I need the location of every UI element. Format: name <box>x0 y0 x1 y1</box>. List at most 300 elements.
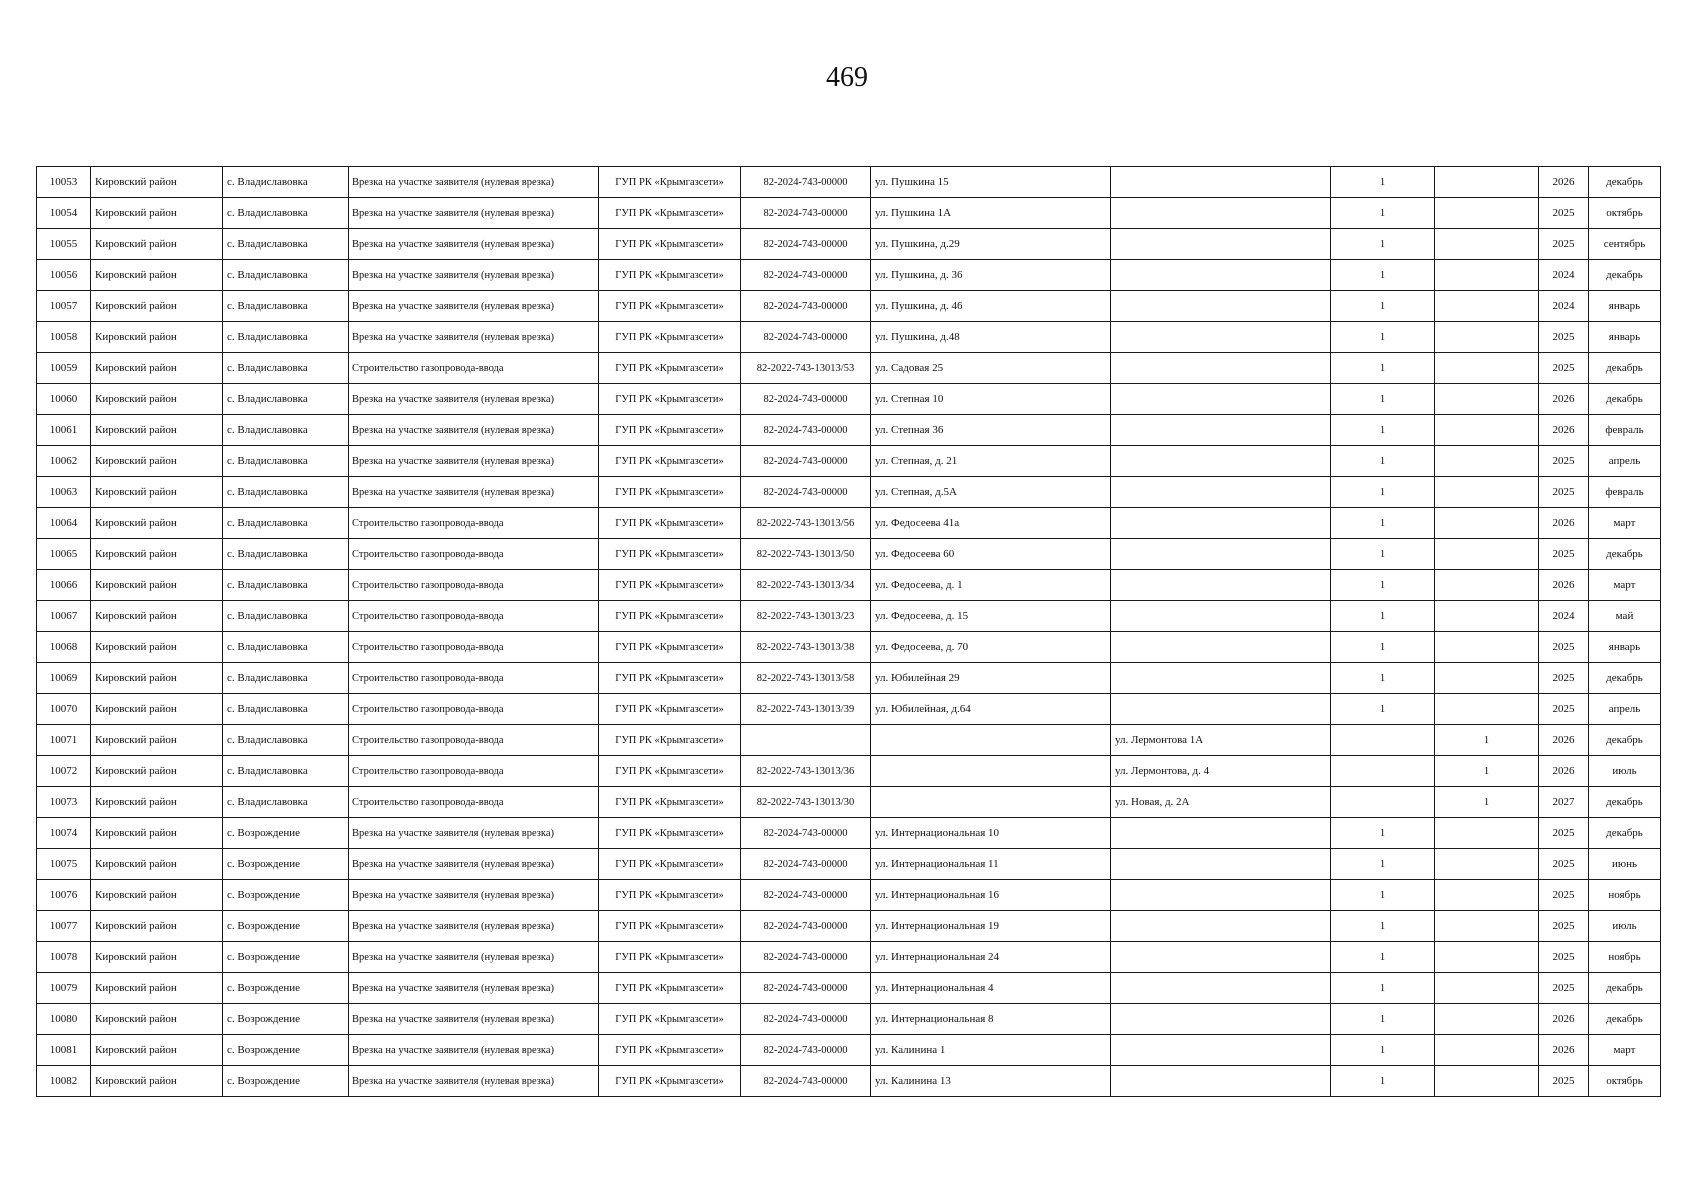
cell-work-type: Строительство газопровода-ввода <box>349 539 599 570</box>
cell-month: февраль <box>1589 415 1661 446</box>
cell-work-type: Врезка на участке заявителя (нулевая врезка) <box>349 384 599 415</box>
cell-settlement: с. Владиславовка <box>223 663 349 694</box>
cell-project-code: 82-2022-743-13013/36 <box>741 756 871 787</box>
cell-address-alt: ул. Лермонтова 1А <box>1111 725 1331 756</box>
cell-quantity-1 <box>1331 756 1435 787</box>
cell-organization: ГУП РК «Крымгазсети» <box>599 663 741 694</box>
cell-address-alt <box>1111 477 1331 508</box>
cell-address-alt <box>1111 229 1331 260</box>
cell-organization: ГУП РК «Крымгазсети» <box>599 1004 741 1035</box>
cell-address-alt <box>1111 260 1331 291</box>
cell-organization: ГУП РК «Крымгазсети» <box>599 508 741 539</box>
cell-district: Кировский район <box>91 198 223 229</box>
cell-organization: ГУП РК «Крымгазсети» <box>599 570 741 601</box>
cell-number: 10073 <box>37 787 91 818</box>
cell-settlement: с. Возрождение <box>223 911 349 942</box>
cell-quantity-2 <box>1435 446 1539 477</box>
cell-project-code: 82-2022-743-13013/56 <box>741 508 871 539</box>
cell-address-alt <box>1111 415 1331 446</box>
cell-quantity-1: 1 <box>1331 973 1435 1004</box>
cell-work-type: Врезка на участке заявителя (нулевая врезка) <box>349 1066 599 1097</box>
cell-address: ул. Садовая 25 <box>871 353 1111 384</box>
cell-address-alt <box>1111 291 1331 322</box>
table-row <box>37 787 1661 818</box>
cell-quantity-1: 1 <box>1331 632 1435 663</box>
cell-settlement: с. Владиславовка <box>223 198 349 229</box>
cell-work-type: Врезка на участке заявителя (нулевая врезка) <box>349 198 599 229</box>
cell-settlement: с. Возрождение <box>223 1004 349 1035</box>
cell-project-code: 82-2024-743-00000 <box>741 322 871 353</box>
cell-organization: ГУП РК «Крымгазсети» <box>599 229 741 260</box>
cell-quantity-2 <box>1435 415 1539 446</box>
cell-settlement: с. Владиславовка <box>223 570 349 601</box>
table-row <box>37 911 1661 942</box>
cell-number: 10056 <box>37 260 91 291</box>
cell-year: 2026 <box>1539 167 1589 198</box>
cell-quantity-1 <box>1331 725 1435 756</box>
cell-project-code: 82-2024-743-00000 <box>741 942 871 973</box>
cell-address-alt <box>1111 973 1331 1004</box>
cell-address: ул. Интернациональная 19 <box>871 911 1111 942</box>
cell-quantity-1: 1 <box>1331 198 1435 229</box>
table-row <box>37 849 1661 880</box>
cell-project-code: 82-2024-743-00000 <box>741 167 871 198</box>
cell-number: 10080 <box>37 1004 91 1035</box>
cell-organization: ГУП РК «Крымгазсети» <box>599 1035 741 1066</box>
cell-number: 10055 <box>37 229 91 260</box>
cell-project-code <box>741 725 871 756</box>
cell-quantity-2 <box>1435 477 1539 508</box>
cell-address-alt <box>1111 663 1331 694</box>
cell-district: Кировский район <box>91 601 223 632</box>
table-row <box>37 539 1661 570</box>
cell-number: 10057 <box>37 291 91 322</box>
cell-address: ул. Степная 36 <box>871 415 1111 446</box>
cell-address <box>871 787 1111 818</box>
cell-address: ул. Интернациональная 4 <box>871 973 1111 1004</box>
cell-month: октябрь <box>1589 198 1661 229</box>
cell-address: ул. Интернациональная 16 <box>871 880 1111 911</box>
cell-project-code: 82-2024-743-00000 <box>741 198 871 229</box>
cell-settlement: с. Владиславовка <box>223 353 349 384</box>
cell-year: 2025 <box>1539 849 1589 880</box>
cell-year: 2026 <box>1539 1004 1589 1035</box>
cell-address: ул. Юбилейная, д.64 <box>871 694 1111 725</box>
cell-settlement: с. Владиславовка <box>223 756 349 787</box>
table-row <box>37 229 1661 260</box>
cell-organization: ГУП РК «Крымгазсети» <box>599 694 741 725</box>
cell-quantity-1: 1 <box>1331 384 1435 415</box>
cell-work-type: Врезка на участке заявителя (нулевая врезка) <box>349 477 599 508</box>
cell-work-type: Врезка на участке заявителя (нулевая врезка) <box>349 446 599 477</box>
cell-address: ул. Пушкина, д. 46 <box>871 291 1111 322</box>
cell-quantity-2 <box>1435 973 1539 1004</box>
cell-number: 10075 <box>37 849 91 880</box>
cell-quantity-1: 1 <box>1331 942 1435 973</box>
cell-settlement: с. Возрождение <box>223 973 349 1004</box>
table-row <box>37 260 1661 291</box>
cell-settlement: с. Владиславовка <box>223 787 349 818</box>
cell-number: 10074 <box>37 818 91 849</box>
cell-year: 2025 <box>1539 477 1589 508</box>
cell-settlement: с. Владиславовка <box>223 508 349 539</box>
cell-number: 10067 <box>37 601 91 632</box>
cell-year: 2027 <box>1539 787 1589 818</box>
cell-month: декабрь <box>1589 818 1661 849</box>
cell-number: 10069 <box>37 663 91 694</box>
cell-address-alt: ул. Новая, д. 2А <box>1111 787 1331 818</box>
cell-address: ул. Калинина 13 <box>871 1066 1111 1097</box>
cell-month: январь <box>1589 291 1661 322</box>
cell-address-alt <box>1111 849 1331 880</box>
cell-quantity-1: 1 <box>1331 663 1435 694</box>
cell-number: 10079 <box>37 973 91 1004</box>
cell-district: Кировский район <box>91 167 223 198</box>
cell-quantity-2 <box>1435 1066 1539 1097</box>
cell-month: декабрь <box>1589 260 1661 291</box>
cell-organization: ГУП РК «Крымгазсети» <box>599 818 741 849</box>
cell-quantity-1: 1 <box>1331 570 1435 601</box>
cell-address-alt <box>1111 539 1331 570</box>
cell-quantity-2 <box>1435 508 1539 539</box>
cell-month: декабрь <box>1589 167 1661 198</box>
cell-settlement: с. Владиславовка <box>223 539 349 570</box>
cell-project-code: 82-2022-743-13013/38 <box>741 632 871 663</box>
cell-address-alt <box>1111 570 1331 601</box>
cell-month: июль <box>1589 756 1661 787</box>
cell-settlement: с. Владиславовка <box>223 229 349 260</box>
cell-number: 10053 <box>37 167 91 198</box>
cell-work-type: Строительство газопровода-ввода <box>349 353 599 384</box>
cell-settlement: с. Владиславовка <box>223 415 349 446</box>
cell-settlement: с. Владиславовка <box>223 446 349 477</box>
cell-organization: ГУП РК «Крымгазсети» <box>599 198 741 229</box>
cell-quantity-1: 1 <box>1331 911 1435 942</box>
cell-address-alt <box>1111 694 1331 725</box>
cell-organization: ГУП РК «Крымгазсети» <box>599 632 741 663</box>
table-row <box>37 415 1661 446</box>
cell-number: 10078 <box>37 942 91 973</box>
cell-district: Кировский район <box>91 725 223 756</box>
cell-district: Кировский район <box>91 973 223 1004</box>
cell-number: 10061 <box>37 415 91 446</box>
cell-address: ул. Степная, д. 21 <box>871 446 1111 477</box>
cell-quantity-2 <box>1435 880 1539 911</box>
table-row <box>37 663 1661 694</box>
cell-quantity-1: 1 <box>1331 1066 1435 1097</box>
cell-work-type: Строительство газопровода-ввода <box>349 632 599 663</box>
cell-address-alt <box>1111 880 1331 911</box>
cell-project-code: 82-2024-743-00000 <box>741 880 871 911</box>
cell-year: 2025 <box>1539 973 1589 1004</box>
cell-project-code: 82-2024-743-00000 <box>741 1004 871 1035</box>
cell-quantity-2 <box>1435 911 1539 942</box>
cell-address-alt: ул. Лермонтова, д. 4 <box>1111 756 1331 787</box>
table-row <box>37 198 1661 229</box>
cell-year: 2026 <box>1539 1035 1589 1066</box>
table-row <box>37 818 1661 849</box>
cell-project-code: 82-2022-743-13013/58 <box>741 663 871 694</box>
cell-settlement: с. Владиславовка <box>223 260 349 291</box>
cell-address-alt <box>1111 384 1331 415</box>
cell-quantity-2 <box>1435 198 1539 229</box>
page-number: 469 <box>826 62 868 93</box>
cell-number: 10054 <box>37 198 91 229</box>
cell-project-code: 82-2024-743-00000 <box>741 260 871 291</box>
cell-address-alt <box>1111 942 1331 973</box>
table-row <box>37 1066 1661 1097</box>
cell-address-alt <box>1111 818 1331 849</box>
cell-organization: ГУП РК «Крымгазсети» <box>599 1066 741 1097</box>
cell-settlement: с. Возрождение <box>223 1066 349 1097</box>
cell-work-type: Врезка на участке заявителя (нулевая врезка) <box>349 942 599 973</box>
cell-project-code: 82-2022-743-13013/50 <box>741 539 871 570</box>
cell-district: Кировский район <box>91 384 223 415</box>
cell-district: Кировский район <box>91 849 223 880</box>
cell-settlement: с. Возрождение <box>223 942 349 973</box>
cell-address: ул. Интернациональная 10 <box>871 818 1111 849</box>
cell-project-code: 82-2024-743-00000 <box>741 446 871 477</box>
cell-district: Кировский район <box>91 322 223 353</box>
cell-quantity-2 <box>1435 942 1539 973</box>
cell-number: 10064 <box>37 508 91 539</box>
cell-month: декабрь <box>1589 973 1661 1004</box>
cell-settlement: с. Владиславовка <box>223 694 349 725</box>
cell-district: Кировский район <box>91 291 223 322</box>
cell-district: Кировский район <box>91 911 223 942</box>
cell-district: Кировский район <box>91 415 223 446</box>
cell-month: февраль <box>1589 477 1661 508</box>
cell-address: ул. Федосеева, д. 1 <box>871 570 1111 601</box>
cell-quantity-2 <box>1435 229 1539 260</box>
cell-year: 2025 <box>1539 446 1589 477</box>
cell-project-code: 82-2024-743-00000 <box>741 1066 871 1097</box>
cell-year: 2025 <box>1539 539 1589 570</box>
cell-organization: ГУП РК «Крымгазсети» <box>599 167 741 198</box>
cell-organization: ГУП РК «Крымгазсети» <box>599 942 741 973</box>
cell-work-type: Строительство газопровода-ввода <box>349 787 599 818</box>
cell-address-alt <box>1111 632 1331 663</box>
table-row <box>37 973 1661 1004</box>
cell-quantity-2 <box>1435 849 1539 880</box>
cell-year: 2025 <box>1539 694 1589 725</box>
table-row <box>37 384 1661 415</box>
cell-district: Кировский район <box>91 508 223 539</box>
cell-work-type: Врезка на участке заявителя (нулевая врезка) <box>349 322 599 353</box>
cell-settlement: с. Возрождение <box>223 1035 349 1066</box>
cell-number: 10076 <box>37 880 91 911</box>
cell-address: ул. Степная, д.5А <box>871 477 1111 508</box>
cell-month: декабрь <box>1589 539 1661 570</box>
cell-address-alt <box>1111 322 1331 353</box>
cell-number: 10063 <box>37 477 91 508</box>
cell-year: 2025 <box>1539 818 1589 849</box>
cell-quantity-1: 1 <box>1331 353 1435 384</box>
cell-address: ул. Федосеева 60 <box>871 539 1111 570</box>
cell-organization: ГУП РК «Крымгазсети» <box>599 725 741 756</box>
cell-address-alt <box>1111 911 1331 942</box>
cell-year: 2026 <box>1539 570 1589 601</box>
cell-year: 2024 <box>1539 601 1589 632</box>
cell-project-code: 82-2024-743-00000 <box>741 384 871 415</box>
cell-settlement: с. Владиславовка <box>223 167 349 198</box>
cell-district: Кировский район <box>91 353 223 384</box>
cell-quantity-2 <box>1435 601 1539 632</box>
cell-number: 10070 <box>37 694 91 725</box>
cell-month: май <box>1589 601 1661 632</box>
cell-number: 10077 <box>37 911 91 942</box>
cell-month: декабрь <box>1589 663 1661 694</box>
cell-project-code: 82-2024-743-00000 <box>741 415 871 446</box>
cell-address: ул. Калинина 1 <box>871 1035 1111 1066</box>
table-row <box>37 446 1661 477</box>
cell-address: ул. Интернациональная 11 <box>871 849 1111 880</box>
cell-number: 10060 <box>37 384 91 415</box>
cell-number: 10065 <box>37 539 91 570</box>
cell-quantity-2 <box>1435 570 1539 601</box>
table-row <box>37 570 1661 601</box>
cell-month: декабрь <box>1589 725 1661 756</box>
table-row <box>37 291 1661 322</box>
table-row <box>37 632 1661 663</box>
cell-work-type: Врезка на участке заявителя (нулевая врезка) <box>349 229 599 260</box>
cell-district: Кировский район <box>91 1066 223 1097</box>
cell-quantity-2 <box>1435 1035 1539 1066</box>
cell-year: 2026 <box>1539 756 1589 787</box>
cell-address-alt <box>1111 446 1331 477</box>
cell-organization: ГУП РК «Крымгазсети» <box>599 539 741 570</box>
cell-quantity-1: 1 <box>1331 849 1435 880</box>
cell-quantity-1: 1 <box>1331 818 1435 849</box>
cell-quantity-2 <box>1435 167 1539 198</box>
cell-quantity-2: 1 <box>1435 787 1539 818</box>
cell-work-type: Строительство газопровода-ввода <box>349 663 599 694</box>
cell-quantity-2 <box>1435 694 1539 725</box>
table-row <box>37 694 1661 725</box>
cell-organization: ГУП РК «Крымгазсети» <box>599 601 741 632</box>
cell-year: 2024 <box>1539 260 1589 291</box>
cell-work-type: Врезка на участке заявителя (нулевая врезка) <box>349 260 599 291</box>
cell-year: 2026 <box>1539 415 1589 446</box>
cell-address-alt <box>1111 167 1331 198</box>
cell-district: Кировский район <box>91 1004 223 1035</box>
cell-organization: ГУП РК «Крымгазсети» <box>599 849 741 880</box>
cell-number: 10082 <box>37 1066 91 1097</box>
gasification-register-table <box>36 166 1661 1097</box>
cell-year: 2025 <box>1539 198 1589 229</box>
cell-number: 10058 <box>37 322 91 353</box>
cell-work-type: Строительство газопровода-ввода <box>349 601 599 632</box>
cell-month: апрель <box>1589 694 1661 725</box>
cell-quantity-1: 1 <box>1331 291 1435 322</box>
cell-number: 10071 <box>37 725 91 756</box>
cell-organization: ГУП РК «Крымгазсети» <box>599 787 741 818</box>
table-row <box>37 725 1661 756</box>
cell-month: июнь <box>1589 849 1661 880</box>
cell-quantity-2 <box>1435 663 1539 694</box>
cell-district: Кировский район <box>91 477 223 508</box>
cell-work-type: Врезка на участке заявителя (нулевая врезка) <box>349 880 599 911</box>
cell-month: декабрь <box>1589 384 1661 415</box>
cell-month: январь <box>1589 322 1661 353</box>
cell-address: ул. Интернациональная 8 <box>871 1004 1111 1035</box>
cell-project-code: 82-2024-743-00000 <box>741 973 871 1004</box>
cell-quantity-2: 1 <box>1435 756 1539 787</box>
register-body <box>37 167 1661 1097</box>
cell-year: 2025 <box>1539 911 1589 942</box>
table-row <box>37 601 1661 632</box>
cell-quantity-1: 1 <box>1331 1035 1435 1066</box>
cell-organization: ГУП РК «Крымгазсети» <box>599 384 741 415</box>
cell-settlement: с. Владиславовка <box>223 601 349 632</box>
table-row <box>37 322 1661 353</box>
table-row <box>37 167 1661 198</box>
cell-address-alt <box>1111 198 1331 229</box>
cell-project-code: 82-2024-743-00000 <box>741 818 871 849</box>
table-row <box>37 880 1661 911</box>
cell-project-code: 82-2022-743-13013/23 <box>741 601 871 632</box>
cell-quantity-1: 1 <box>1331 322 1435 353</box>
cell-year: 2026 <box>1539 384 1589 415</box>
table-row <box>37 942 1661 973</box>
cell-district: Кировский район <box>91 570 223 601</box>
cell-settlement: с. Возрождение <box>223 849 349 880</box>
cell-quantity-1: 1 <box>1331 446 1435 477</box>
cell-work-type: Врезка на участке заявителя (нулевая врезка) <box>349 1004 599 1035</box>
cell-work-type: Врезка на участке заявителя (нулевая врезка) <box>349 849 599 880</box>
cell-year: 2025 <box>1539 663 1589 694</box>
cell-district: Кировский район <box>91 787 223 818</box>
cell-district: Кировский район <box>91 1035 223 1066</box>
cell-organization: ГУП РК «Крымгазсети» <box>599 415 741 446</box>
cell-settlement: с. Возрождение <box>223 880 349 911</box>
cell-address-alt <box>1111 601 1331 632</box>
cell-month: октябрь <box>1589 1066 1661 1097</box>
table-row <box>37 477 1661 508</box>
cell-address <box>871 756 1111 787</box>
cell-number: 10062 <box>37 446 91 477</box>
cell-quantity-1: 1 <box>1331 477 1435 508</box>
cell-address: ул. Федосеева 41а <box>871 508 1111 539</box>
cell-district: Кировский район <box>91 446 223 477</box>
cell-project-code: 82-2022-743-13013/30 <box>741 787 871 818</box>
cell-month: декабрь <box>1589 1004 1661 1035</box>
cell-quantity-2: 1 <box>1435 725 1539 756</box>
cell-project-code: 82-2022-743-13013/53 <box>741 353 871 384</box>
cell-quantity-1: 1 <box>1331 508 1435 539</box>
cell-year: 2024 <box>1539 291 1589 322</box>
cell-year: 2025 <box>1539 322 1589 353</box>
cell-number: 10068 <box>37 632 91 663</box>
cell-organization: ГУП РК «Крымгазсети» <box>599 911 741 942</box>
cell-organization: ГУП РК «Крымгазсети» <box>599 322 741 353</box>
cell-year: 2025 <box>1539 1066 1589 1097</box>
cell-quantity-2 <box>1435 322 1539 353</box>
cell-district: Кировский район <box>91 942 223 973</box>
cell-month: сентябрь <box>1589 229 1661 260</box>
cell-settlement: с. Владиславовка <box>223 384 349 415</box>
cell-district: Кировский район <box>91 632 223 663</box>
cell-address: ул. Пушкина 15 <box>871 167 1111 198</box>
cell-month: январь <box>1589 632 1661 663</box>
cell-work-type: Строительство газопровода-ввода <box>349 756 599 787</box>
table-row <box>37 1035 1661 1066</box>
cell-project-code: 82-2024-743-00000 <box>741 291 871 322</box>
cell-quantity-2 <box>1435 291 1539 322</box>
cell-project-code: 82-2024-743-00000 <box>741 477 871 508</box>
cell-address-alt <box>1111 1004 1331 1035</box>
cell-project-code: 82-2024-743-00000 <box>741 849 871 880</box>
